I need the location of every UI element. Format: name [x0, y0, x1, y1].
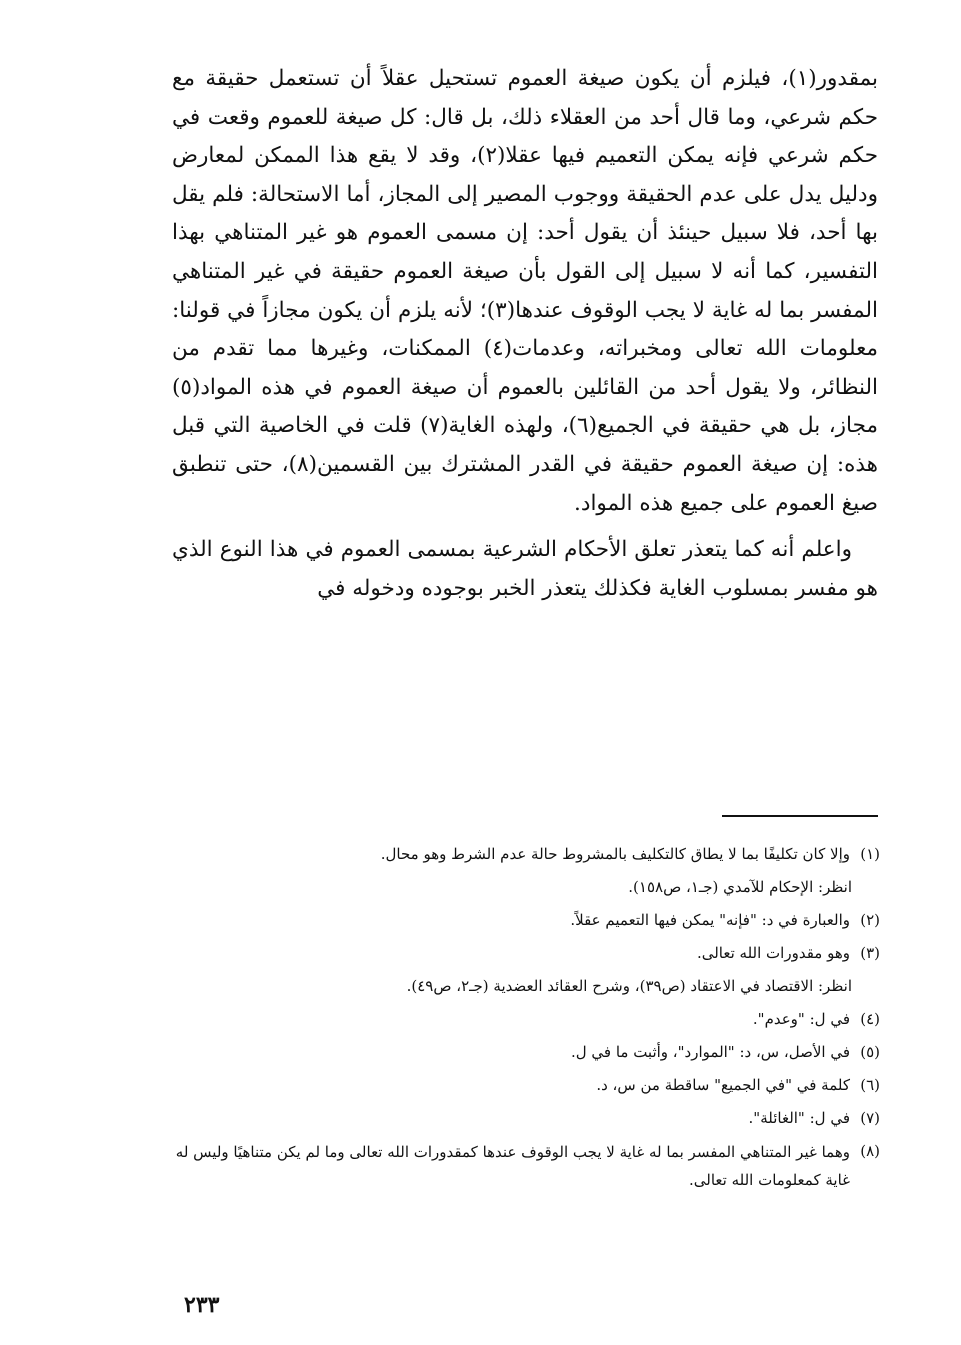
footnote-text: وهو مقدورات الله تعالى.: [696, 944, 850, 962]
footnote-text: انظر: الاقتصاد في الاعتقاد (ص٣٩)، وشرح العقائد العضدية (جـ٢، ص٤٩).: [406, 977, 852, 995]
footnote-text: في ل: "الغائلة".: [748, 1109, 850, 1127]
footnote: [160, 1102, 880, 1135]
footnote-text: والعبارة في د: "فإنه" يمكن فيها التعميم عقلاً.: [570, 911, 850, 929]
main-text: [172, 60, 878, 608]
footnote-number: (٥): [860, 1043, 880, 1061]
footnote-number: (٧): [860, 1109, 880, 1127]
footnote-text: وهما غير المتناهي المفسر بما له غاية لا يجب الوقوف عندها كمقدورات الله تعالى وما لم يكن متناهيًا وليس له غاية كمعلومات الله تعالى.: [175, 1143, 850, 1189]
footnote-number: (٤): [860, 1010, 880, 1028]
footnote-number: (٦): [860, 1076, 880, 1094]
footnote-number: (١): [860, 845, 880, 863]
footnote: [160, 838, 880, 871]
footnote-number: (٨): [860, 1142, 880, 1160]
footnote: [160, 1135, 880, 1194]
footnote: [160, 1069, 880, 1102]
footnote-text: انظر: الإحكام للآمدي (جـ١، ص١٥٨).: [628, 878, 852, 896]
footnote: [160, 1003, 880, 1036]
footnote: [160, 1036, 880, 1069]
footnote-separator: [722, 815, 878, 817]
footnote: [160, 937, 880, 970]
footnote-text: في الأصل، س، د: "الموارد"، وأثبت ما في ل.: [570, 1043, 850, 1061]
footnote: [160, 970, 880, 1003]
footnotes: [160, 838, 880, 1194]
page-number: ٢٣٣: [184, 1292, 220, 1318]
footnote: [160, 871, 880, 904]
footnote-number: (٣): [860, 944, 880, 962]
footnote-text: وإلا كان تكليفًا بما لا يطاق كالتكليف بالمشروط حالة عدم الشرط وهو محال.: [380, 845, 850, 863]
footnote-text: كلمة في "في الجميع" ساقطة من س، د.: [596, 1076, 850, 1094]
footnote: [160, 904, 880, 937]
paragraph: بمقدور(١)، فيلزم أن يكون صيغة العموم تستحيل عقلاً أن تستعمل حقيقة مع حكم شرعي، وما قال أحد من العقلاء ذلك، بل قال: كل صيغة للعموم وقعت في حكم شرعي فإنه يمكن التعميم فيها عقلا(٢)، وقد لا يقع هذا الممكن لمعارض ودليل يدل على عدم الحقيقة ووجوب المصير إلى المجاز، أما الاستحالة: فلم يقل بها أحد، فلا سبيل حينئذ أن يقول أحد: إن مسمى العموم هو غير المتناهي بهذا التفسير، كما أنه لا سبيل إلى القول بأن صيغة العموم حقيقة في غير المتناهي المفسر بما له غاية لا يجب الوقوف عندها(٣)؛ لأنه يلزم أن يكون مجازاً في قولنا: معلومات الله تعالى ومخبراته، وعدمات(٤) الممكنات، وغيرها مما تقدم من النظائر، ولا يقول أحد من القائلين بالعموم أن صيغة العموم في هذه المواد(٥) مجاز، بل هي حقيقة في الجميع(٦)، ولهذه الغاية(٧) قلت في الخاصية التي قبل هذه: إن صيغة العموم حقيقة في القدر المشترك بين القسمين(٨)، حتى تنطبق صيغ العموم على جميع هذه المواد.: [172, 66, 879, 516]
footnote-number: (٢): [860, 911, 880, 929]
footnote-text: في ل: "وعدم".: [752, 1010, 850, 1028]
paragraph: واعلم أنه كما يتعذر تعلق الأحكام الشرعية بمسمى العموم في هذا النوع الذي هو مفسر بمسلوب الغاية فكذلك يتعذر الخبر بوجوده ودخوله في: [172, 537, 878, 601]
